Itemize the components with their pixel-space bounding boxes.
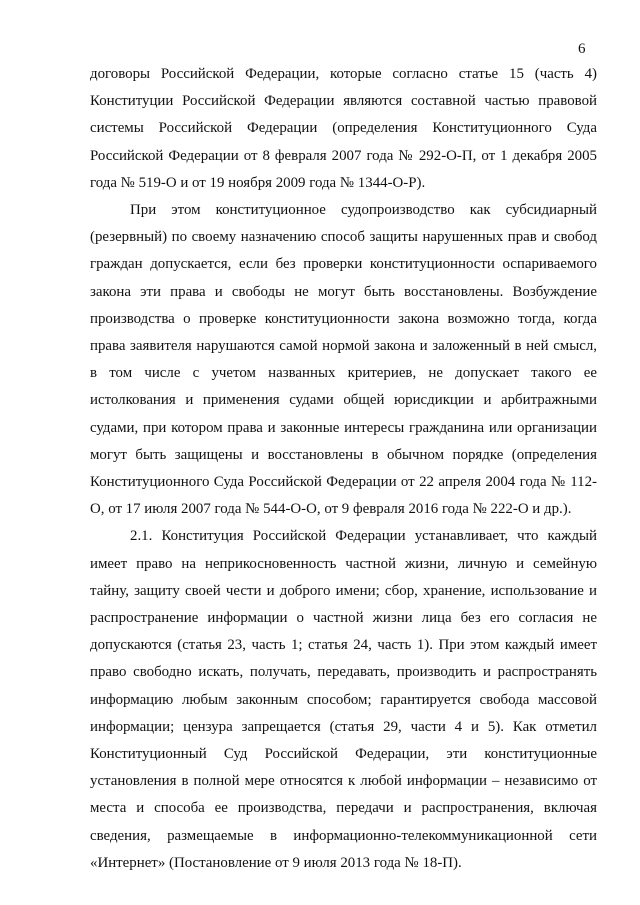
page-number: 6 (578, 41, 586, 57)
paragraph-continuation: договоры Российской Федерации, которые согласно статье 15 (часть 4) Конституции Российской Федерации являются составной частью правовой системы Российской Федерации (определения Конституционного Суда Российской Федерации от 8 февраля 2007 года № 292-О-П, от 1 декабря 2005 года № 519-О и от 19 ноября 2009 года № 1344-О-Р). (90, 66, 597, 191)
paragraph-subsidiary-proceedings: При этом конституционное судопроизводство как субсидиарный (резервный) по своему назначению способ защиты нарушенных прав и свобод граждан допускается, если без проверки конституционности оспариваемого закона эти права и свободы не могут быть восстановлены. Возбуждение производства о проверке конституционности закона возможно тогда, когда права заявителя нарушаются самой нормой закона и заложенный в ней смысл, в том числе с учетом названных критериев, не допускает такого ее истолкования и применения судами общей юрисдикции и арбитражными судами, при котором права и законные интересы гражданина или организации могут быть защищены и восстановлены в обычном порядке (определения Конституционного Суда Российской Федерации от 22 апреля 2004 года № 112-О, от 17 июля 2007 года № 544-О-О, от 9 февраля 2016 года № 222-О и др.). (90, 202, 597, 518)
paragraph-section-2-1: 2.1. Конституция Российской Федерации устанавливает, что каждый имеет право на неприкосновенность частной жизни, личную и семейную тайну, защиту своей чести и доброго имени; сбор, хранение, использование и распространение информации о частной жизни лица без его согласия не допускаются (статья 23, часть 1; статья 24, часть 1). При этом каждый имеет право свободно искать, получать, передавать, производить и распространять информацию любым законным способом; гарантируется свобода массовой информации; цензура запрещается (статья 29, части 4 и 5). Как отметил Конституционный Суд Российской Федерации, эти конституционные установления в полной мере относятся к любой информации – независимо от места и способа ее производства, передачи и распространения, включая сведения, размещаемые в информационно-телекоммуникационной сети «Интернет» (Постановление от 9 июля 2013 года № 18-П). (90, 528, 597, 871)
document-body (90, 61, 597, 877)
